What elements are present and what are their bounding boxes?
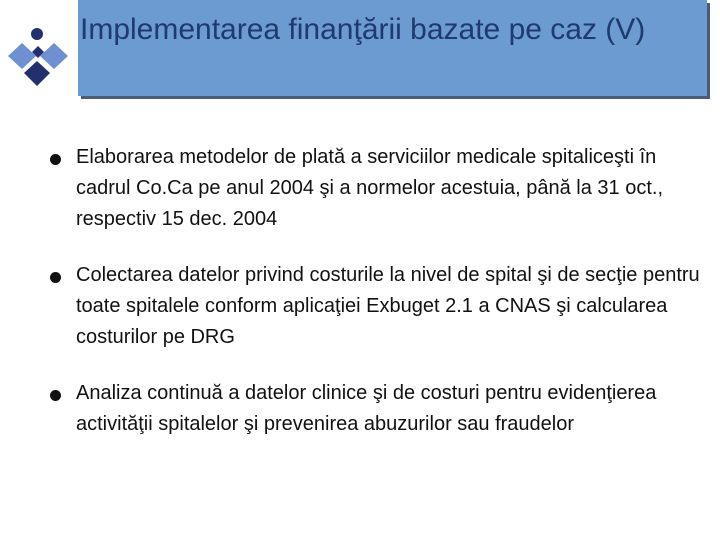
bullet-item (46, 260, 706, 353)
bullet-item (46, 142, 706, 235)
title-bar (78, 0, 707, 96)
bullet-dot-icon (50, 272, 61, 283)
bullet-text: Colectarea datelor privind costurile la nivel de spital şi de secţie pentru toate spitalele conform aplicaţiei Exbuget 2.1 a CNAS şi calcularea costurilor pe DRG (76, 264, 700, 348)
bullet-text: Analiza continuă a datelor clinice şi de costuri pentru evidenţierea activităţii spitalelor şi prevenirea abuzurilor sau fraudelor (76, 382, 657, 435)
bullet-text: Elaborarea metodelor de plată a serviciilor medicale spitaliceşti în cadrul Co.Ca pe anul 2004 şi a normelor acestuia, până la 31 oct., respectiv 15 dec. 2004 (76, 146, 664, 230)
slide-title: Implementarea finanţării bazate pe caz (V) (80, 13, 646, 46)
bullet-dot-icon (50, 154, 61, 165)
bullet-dot-icon (50, 390, 61, 401)
bullet-list (46, 142, 706, 440)
logo-diamond-icon (0, 0, 78, 96)
bullet-item (46, 378, 706, 440)
